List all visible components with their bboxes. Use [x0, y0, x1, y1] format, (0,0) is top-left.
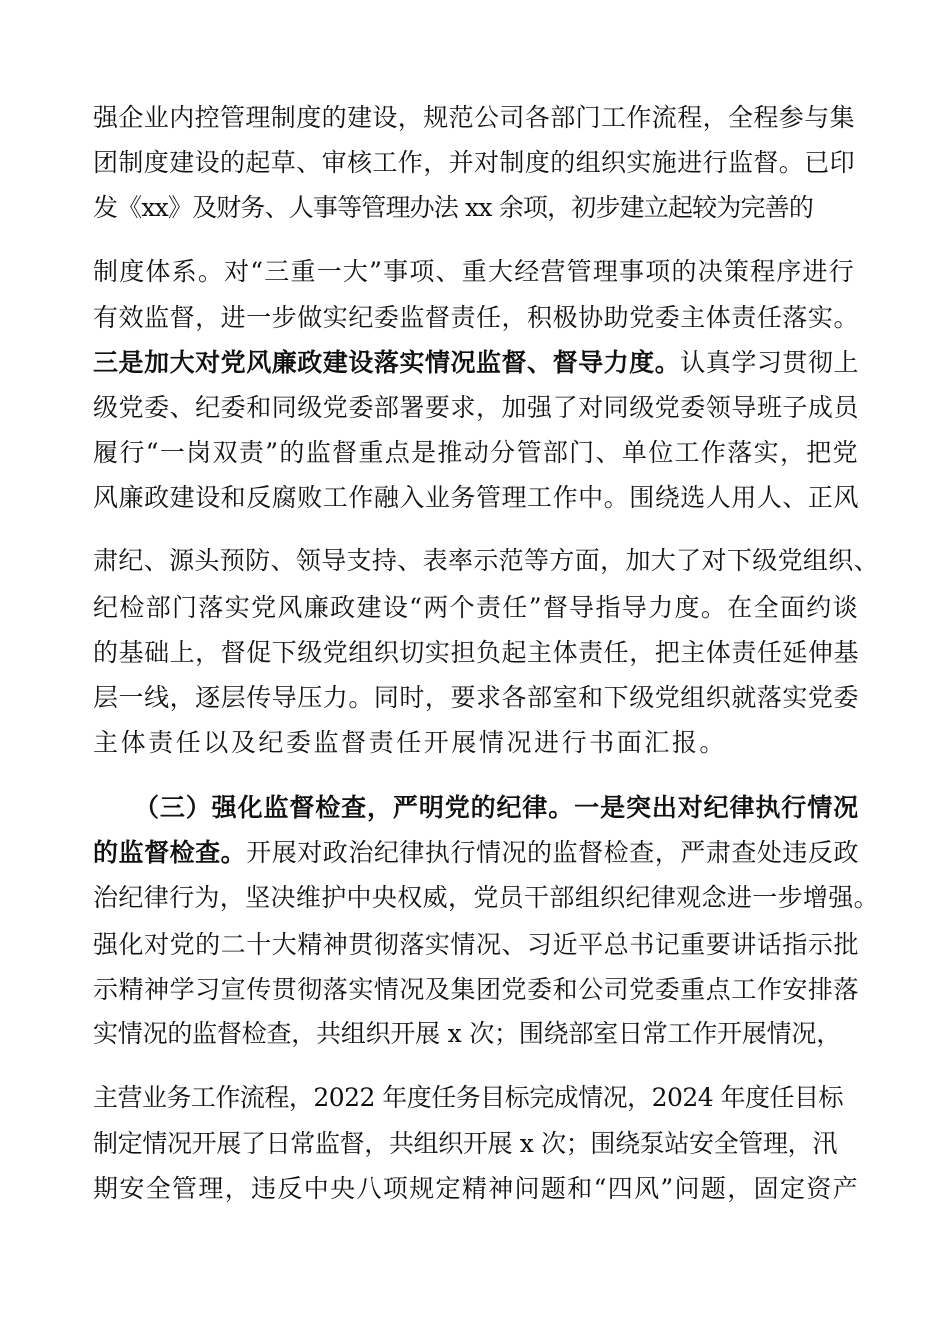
- text-line: [93, 683, 859, 713]
- text-segment: 主体责任以及纪委监督责任开展情况进行书面汇报。: [93, 728, 727, 757]
- text-segment: 团制度建设的起草、审核工作，并对制度的组织实施进行监督。已印: [93, 148, 855, 177]
- text-segment: 治纪律行为，坚决维护中央权威，党员干部组织纪律观念进一步增强。: [93, 883, 879, 912]
- text-line: [93, 303, 859, 333]
- text-line: [93, 257, 855, 287]
- text-segment: 实情况的监督检查，共组织开展 x 次；围绕部室日常工作开展情况，: [93, 1019, 841, 1048]
- text-segment: 期安全管理，违反中央八项规定精神问题和“四风”问题，固定资产: [93, 1174, 859, 1203]
- text-line: [93, 975, 859, 1005]
- text-line: [93, 193, 813, 223]
- text-line: [93, 838, 859, 868]
- text-segment: 层一线，逐层传导压力。同时，要求各部室和下级党组织就落实党委: [93, 683, 859, 712]
- bold-text-segment: （三）强化监督检查，严明党的纪律。一是突出对纪律执行情况: [134, 793, 859, 822]
- text-line: [93, 348, 859, 378]
- text-line: [93, 1019, 841, 1049]
- text-segment: 认真学习贯彻上: [680, 348, 859, 377]
- text-line: [93, 1174, 859, 1204]
- text-segment: 级党委、纪委和同级党委部署要求，加强了对同级党委领导班子成员: [93, 393, 859, 422]
- text-line: [93, 728, 727, 758]
- text-line: [93, 393, 859, 423]
- text-line: [93, 438, 859, 468]
- bold-text-segment: 三是加大对党风廉政建设落实情况监督、督导力度。: [93, 348, 681, 377]
- text-line: [93, 883, 879, 913]
- text-segment: 主营业务工作流程，2022 年度任务目标完成情况，2024 年度任目标: [93, 1083, 843, 1112]
- text-segment: 开展对政治纪律执行情况的监督检查，严肃查处违反政: [246, 838, 859, 867]
- text-line: [93, 483, 859, 513]
- text-line: [93, 103, 855, 133]
- text-segment: 的基础上，督促下级党组织切实担负起主体责任，把主体责任延伸基: [93, 638, 859, 667]
- text-segment: 制度体系。对“三重一大”事项、重大经营管理事项的决策程序进行: [93, 257, 855, 286]
- text-line: [93, 638, 859, 668]
- text-line: [93, 148, 855, 178]
- text-segment: 发《xx》及财务、人事等管理办法 xx 余项，初步建立起较为完善的: [93, 193, 813, 222]
- text-line: [134, 793, 859, 823]
- text-segment: 肃纪、源头预防、领导支持、表率示范等方面，加大了对下级党组织、: [93, 546, 879, 575]
- text-line: [93, 593, 859, 623]
- text-segment: 有效监督，进一步做实纪委监督责任，积极协助党委主体责任落实。: [93, 303, 859, 332]
- text-segment: 强化对党的二十大精神贯彻落实情况、习近平总书记重要讲话指示批: [93, 930, 859, 959]
- text-segment: 风廉政建设和反腐败工作融入业务管理工作中。围绕选人用人、正风: [93, 483, 859, 512]
- bold-text-segment: 的监督检查。: [93, 838, 247, 867]
- text-segment: 履行“一岗双责”的监督重点是推动分管部门、单位工作落实，把党: [93, 438, 859, 467]
- text-segment: 纪检部门落实党风廉政建设“两个责任”督导指导力度。在全面约谈: [93, 593, 859, 622]
- text-line: [93, 930, 859, 960]
- text-segment: 强企业内控管理制度的建设，规范公司各部门工作流程，全程参与集: [93, 103, 855, 132]
- text-segment: 制定情况开展了日常监督，共组织开展 x 次；围绕泵站安全管理，汛: [93, 1129, 837, 1158]
- text-line: [93, 1083, 843, 1113]
- text-line: [93, 546, 879, 576]
- text-line: [93, 1129, 837, 1159]
- text-segment: 示精神学习宣传贯彻落实情况及集团党委和公司党委重点工作安排落: [93, 975, 859, 1004]
